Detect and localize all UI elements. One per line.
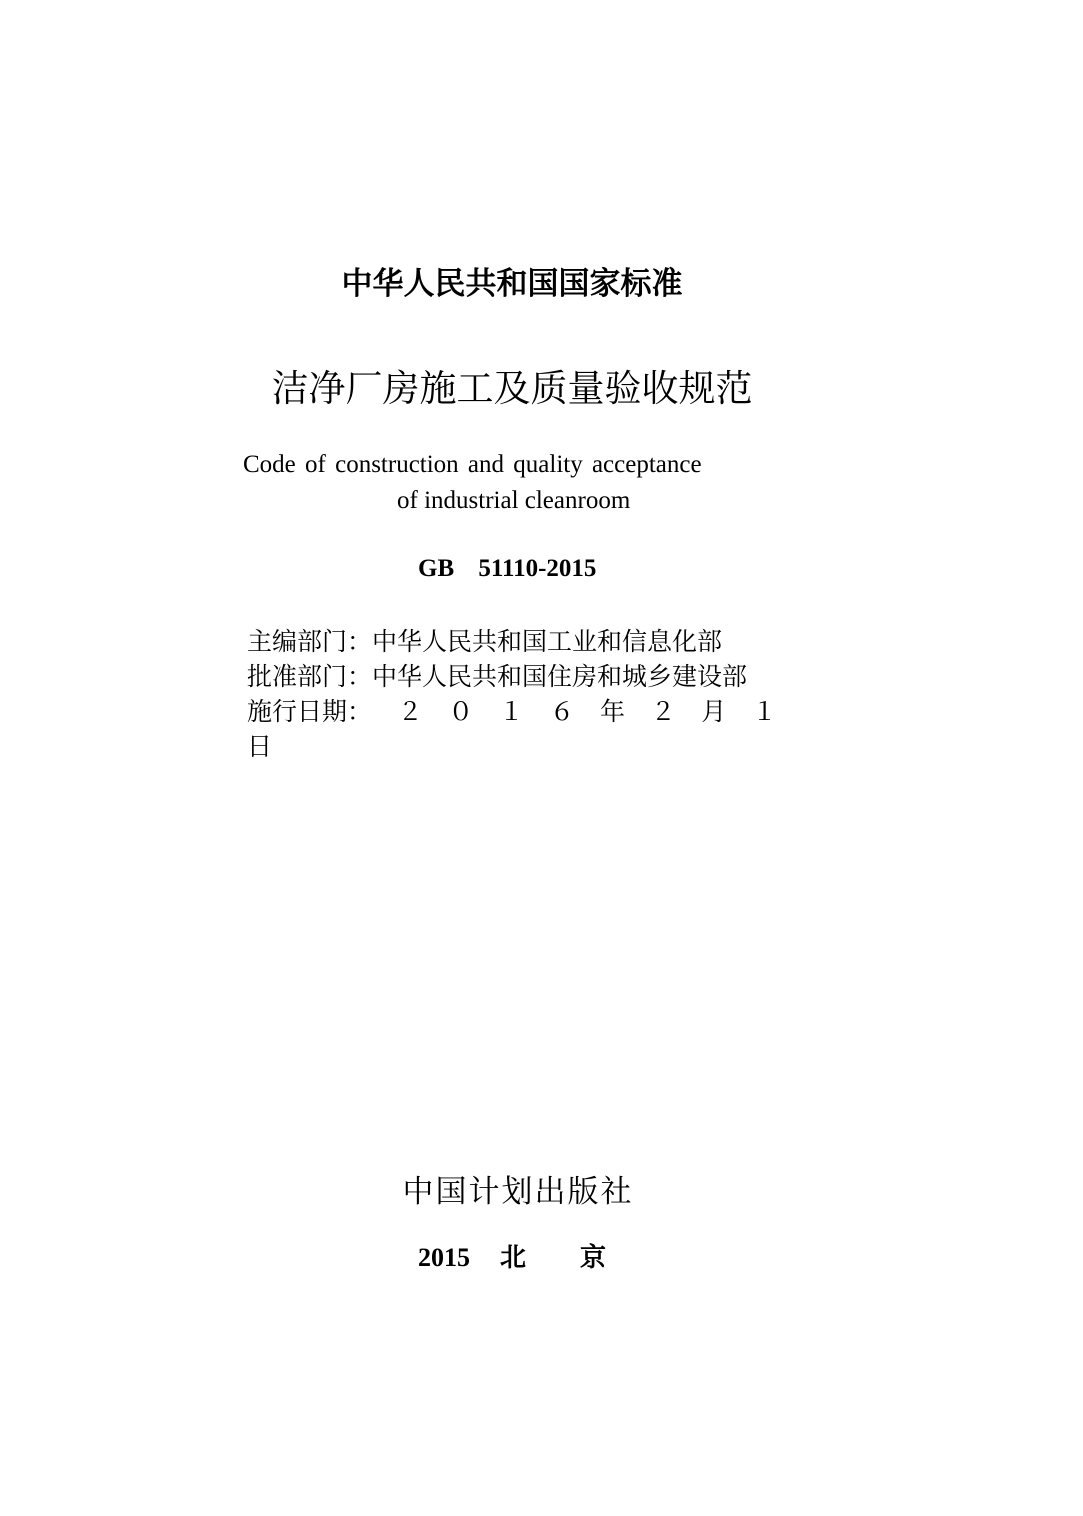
date-part: １ bbox=[498, 697, 524, 726]
standard-code: GB 51110-2015 bbox=[418, 555, 597, 582]
standard-heading: 中华人民共和国国家标准 bbox=[341, 266, 683, 302]
date-part: 月 bbox=[701, 697, 727, 726]
editor-department: 主编部门：中华人民共和国工业和信息化部 bbox=[247, 627, 723, 656]
document-title-en-line2: of industrial cleanroom bbox=[397, 487, 631, 514]
publication-city-char-1: 北 bbox=[500, 1243, 527, 1273]
publisher-name: 中国计划出版社 bbox=[402, 1174, 634, 1210]
date-part: 年 bbox=[600, 697, 626, 726]
effective-date bbox=[247, 694, 777, 729]
approval-department: 批准部门：中华人民共和国住房和城乡建设部 bbox=[247, 662, 748, 691]
effective-date-label: 施行日期： bbox=[247, 697, 373, 726]
effective-date-wrap: 日 bbox=[247, 732, 273, 761]
date-part: ２ bbox=[650, 697, 676, 726]
publication-city-char-2: 京 bbox=[580, 1243, 607, 1273]
document-title-zh: 洁净厂房施工及质量验收规范 bbox=[271, 367, 753, 410]
document-title-en-line1: Code of construction and quality acceptance bbox=[243, 451, 702, 478]
date-part: ０ bbox=[448, 697, 474, 726]
publication-year: 2015 bbox=[418, 1243, 470, 1272]
date-part: ２ bbox=[397, 697, 423, 726]
date-part: ６ bbox=[549, 697, 575, 726]
publication-info bbox=[247, 624, 777, 764]
publication-place bbox=[418, 1238, 606, 1278]
date-part: １ bbox=[751, 697, 777, 726]
